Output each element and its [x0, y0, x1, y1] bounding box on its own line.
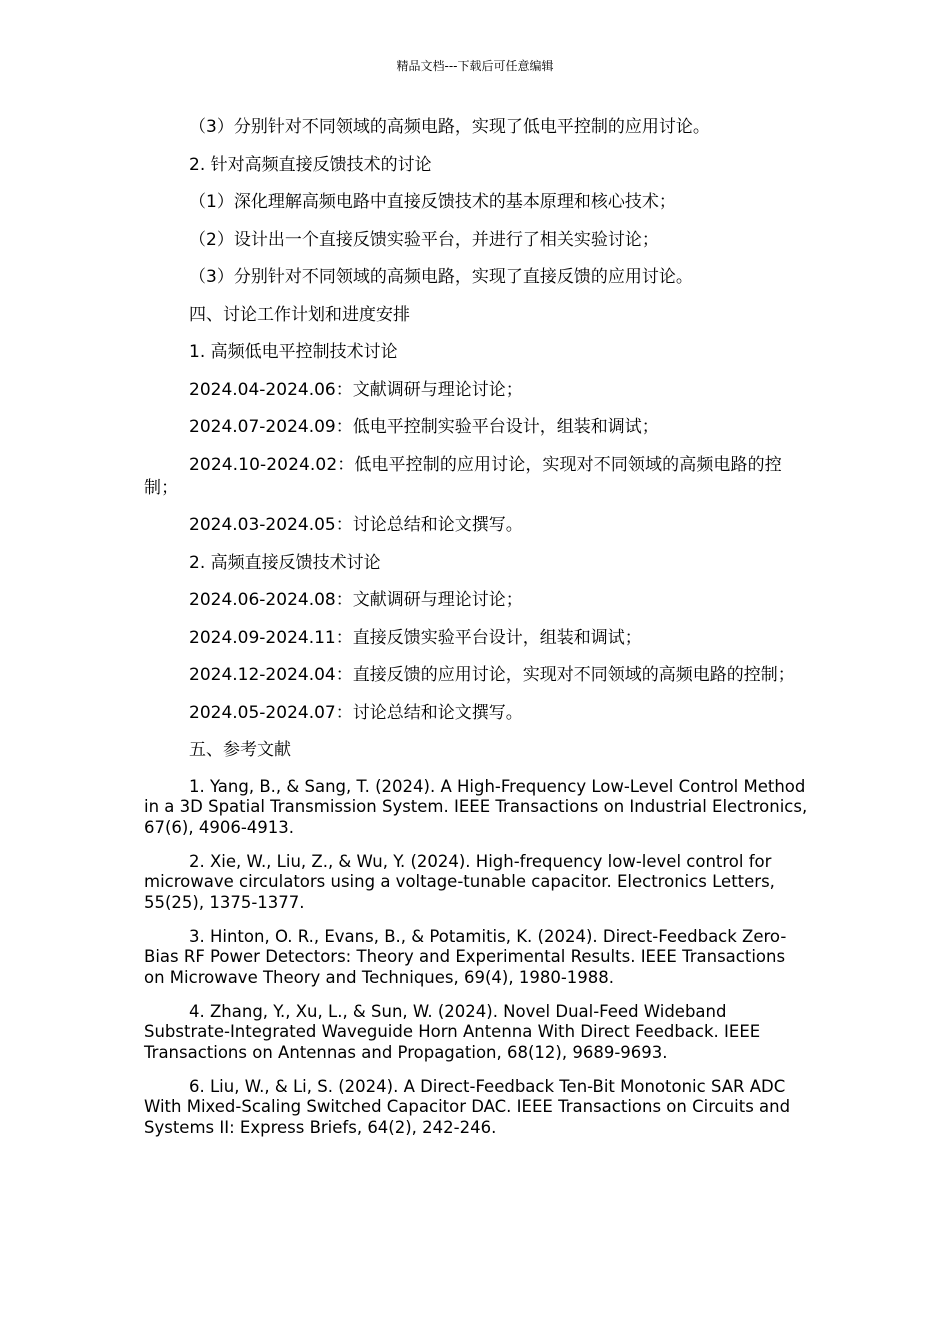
section-heading: 五、参考文献: [189, 740, 291, 760]
reference-item: 6. Liu, W., & Li, S. (2024). A Direct-Feedback Ten-Bit Monotonic SAR ADC With Mixed-Scaling Switched Capacitor DAC. IEEE Transactions on Circuits and Systems II: Express Briefs, 64(2), 242-246.: [144, 1076, 791, 1137]
section-heading: 四、讨论工作计划和进度安排: [189, 304, 410, 325]
document-body: [144, 116, 808, 1152]
reference-item: 4. Zhang, Y., Xu, L., & Sun, W. (2024). Novel Dual-Feed Wideband Substrate-Integrated Waveguide Horn Antenna With Direct Feedback. IEEE Transactions on Antennas and Propagation, 68(12), 9689-9693.: [144, 1001, 761, 1062]
section-heading: 2. 高频直接反馈技术讨论: [189, 552, 381, 573]
schedule-item: 2024.12-2024.04：直接反馈的应用讨论，实现对不同领域的高频电路的控制；: [189, 665, 795, 685]
schedule-item: 2024.07-2024.09：低电平控制实验平台设计，组装和调试；: [189, 417, 659, 437]
schedule-item: 2024.09-2024.11：直接反馈实验平台设计，组装和调试；: [189, 627, 642, 648]
reference-item: 3. Hinton, O. R., Evans, B., & Potamitis, K. (2024). Direct-Feedback Zero-Bias RF Power Detectors: Theory and Experimental Results. IEEE Transactions on Microwave Theory and Techniques, 69(4), 1980-1988.: [144, 926, 787, 987]
section-heading: 2. 针对高频直接反馈技术的讨论: [189, 154, 432, 175]
list-item: （3）分别针对不同领域的高频电路，实现了低电平控制的应用讨论。: [189, 117, 710, 137]
list-item: （3）分别针对不同领域的高频电路，实现了直接反馈的应用讨论。: [189, 267, 693, 287]
schedule-item: 2024.06-2024.08：文献调研与理论讨论；: [189, 590, 523, 610]
schedule-item: 2024.03-2024.05：讨论总结和论文撰写。: [189, 515, 523, 535]
reference-list: [144, 777, 808, 1139]
list-item: （1）深化理解高频电路中直接反馈技术的基本原理和核心技术；: [189, 192, 676, 212]
list-item: （2）设计出一个直接反馈实验平台，并进行了相关实验讨论；: [189, 229, 659, 250]
schedule-item: 2024.04-2024.06：文献调研与理论讨论；: [189, 379, 523, 400]
schedule-item: 2024.10-2024.02：低电平控制的应用讨论，实现对不同领域的高频电路的控制；: [144, 454, 782, 498]
schedule-item: 2024.05-2024.07：讨论总结和论文撰写。: [189, 702, 523, 723]
reference-item: 1. Yang, B., & Sang, T. (2024). A High-Frequency Low-Level Control Method in a 3D Spatial Transmission System. IEEE Transactions on Industrial Electronics, 67(6), 4906-4913.: [144, 776, 808, 837]
page-header: 精品文档---下载后可任意编辑: [396, 59, 554, 73]
section-heading: 1. 高频低电平控制技术讨论: [189, 342, 398, 362]
reference-item: 2. Xie, W., Liu, Z., & Wu, Y. (2024). High-frequency low-level control for microwave circulators using a voltage-tunable capacitor. Electronics Letters, 55(25), 1375-1377.: [144, 851, 775, 912]
